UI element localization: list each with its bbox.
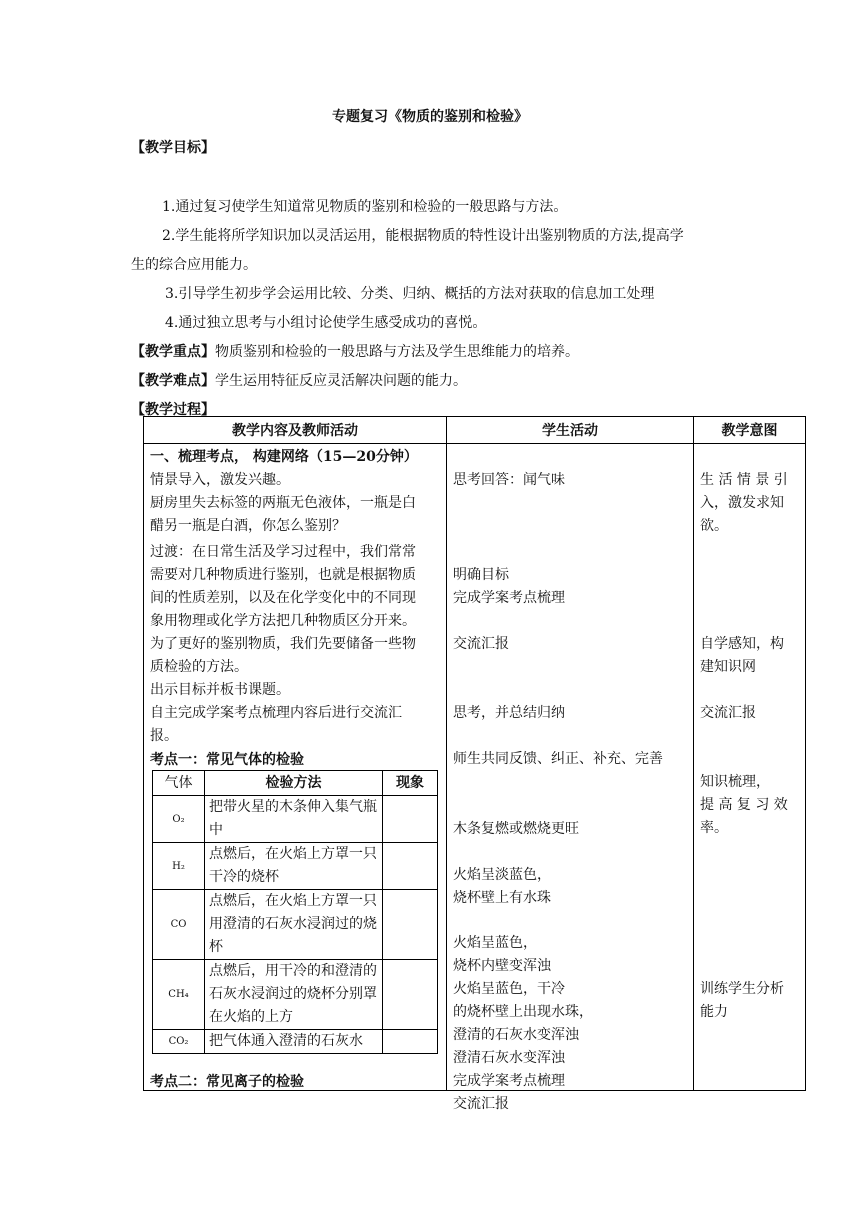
intent-text: 欲。 — [700, 518, 728, 534]
header-teacher: 教学内容及教师活动 — [144, 417, 447, 444]
teacher-text: 出示目标并板书课题。 — [150, 682, 290, 698]
difficulty — [131, 370, 467, 390]
student-text: 完成学案考点梳理 — [453, 590, 565, 606]
teacher-text: 间的性质差别，以及在化学变化中的不同现 — [150, 590, 416, 606]
student-text: 思考，并总结归纳 — [453, 705, 565, 721]
method-header: 检验方法 — [205, 771, 383, 796]
gas-name: H₂ — [153, 843, 205, 890]
exam-point-one-heading: 考点一：常见气体的检验 — [150, 752, 304, 768]
gas-name: O₂ — [153, 796, 205, 843]
student-text: 交流汇报 — [453, 1096, 509, 1112]
teaching-process-table — [143, 416, 806, 1112]
objective-4: 4.通过独立思考与小组讨论使学生感受成功的喜悦。 — [165, 315, 487, 331]
student-text: 完成学案考点梳理 — [453, 1073, 565, 1089]
student-text: 木条复燃或燃烧更旺 — [453, 821, 579, 837]
gas-test-table — [152, 770, 438, 1054]
objective-1: 1.通过复习使学生知道常见物质的鉴别和检验的一般思路与方法。 — [162, 199, 568, 215]
student-text: 交流汇报 — [453, 636, 509, 652]
objective-3: 3.引导学生初步学会运用比较、分类、归纳、概括的方法对获取的信息加工处理 — [165, 286, 655, 302]
intent-text: 生 活 情 景 引 — [700, 472, 788, 488]
difficulty-label: 【教学难点】 — [131, 373, 215, 389]
teacher-activity-cell — [144, 444, 447, 1091]
student-text: 火焰呈淡蓝色， — [453, 867, 551, 883]
key-points-text: 物质鉴别和检验的一般思路与方法及学生思维能力的培养。 — [215, 344, 579, 360]
intent-text: 能力 — [700, 1004, 728, 1020]
test-method: 把带火星的木条伸入集气瓶中 — [205, 796, 383, 843]
student-text: 澄清的石灰水变浑浊 — [453, 1027, 579, 1043]
student-text: 澄清石灰水变浑浊 — [453, 1050, 565, 1066]
student-text: 火焰呈蓝色，干冷 — [453, 981, 565, 997]
document-title: 专题复习《物质的鉴别和检验》 — [332, 109, 528, 125]
phenomenon-cell — [383, 960, 438, 1030]
gas-name: CH₄ — [153, 960, 205, 1030]
student-text: 思考回答：闻气味 — [453, 472, 565, 488]
intent-text: 提 高 复 习 效 — [700, 797, 788, 813]
gas-name: CO — [153, 890, 205, 960]
teacher-text: 报。 — [150, 728, 178, 744]
teacher-text: 醋另一瓶是白酒，你怎么鉴别？ — [150, 518, 346, 534]
teacher-text: 象用物理或化学方法把几种物质区分开来。 — [150, 613, 416, 629]
objective-2: 2.学生能将所学知识加以灵活运用，能根据物质的特性设计出鉴别物质的方法,提高学 — [162, 228, 684, 244]
difficulty-text: 学生运用特征反应灵活解决问题的能力。 — [215, 373, 467, 389]
student-text: 的烧杯壁上出现水珠， — [453, 1004, 593, 1020]
student-text: 烧杯壁上有水珠 — [453, 890, 551, 906]
intent-text: 交流汇报 — [700, 705, 756, 721]
intent-text: 自学感知，构 — [700, 636, 784, 652]
student-text: 火焰呈蓝色， — [453, 935, 537, 951]
teaching-intent-cell — [694, 444, 806, 1091]
teacher-text: 情景导入，激发兴趣。 — [150, 472, 290, 488]
phenomenon-cell — [383, 843, 438, 890]
key-points-label: 【教学重点】 — [131, 344, 215, 360]
test-method: 点燃后，在火焰上方罩一只用澄清的石灰水浸润过的烧杯 — [205, 890, 383, 960]
student-activity-cell — [447, 444, 694, 1112]
student-text: 师生共同反馈、纠正、补充、完善 — [453, 751, 663, 767]
objective-2-cont: 生的综合应用能力。 — [131, 257, 257, 273]
process-heading: 【教学过程】 — [131, 402, 215, 418]
test-method: 点燃后，在火焰上方罩一只干冷的烧杯 — [205, 843, 383, 890]
exam-point-two-heading: 考点二：常见离子的检验 — [150, 1074, 304, 1090]
student-text: 烧杯内壁变浑浊 — [453, 958, 551, 974]
objectives-heading: 【教学目标】 — [131, 140, 215, 156]
key-points — [131, 341, 579, 361]
intent-text: 率。 — [700, 820, 728, 836]
phenomenon-cell — [383, 890, 438, 960]
section-one-heading: 一、梳理考点， 构建网络（15—20分钟） — [150, 449, 418, 465]
intent-text: 建知识网 — [700, 659, 756, 675]
teacher-text: 过渡：在日常生活及学习过程中，我们常常 — [150, 544, 416, 560]
phenomenon-cell — [383, 1030, 438, 1054]
intent-text: 入，激发求知 — [700, 495, 784, 511]
gas-name: CO₂ — [153, 1030, 205, 1054]
test-method: 把气体通入澄清的石灰水 — [205, 1030, 383, 1054]
teacher-text: 需要对几种物质进行鉴别，也就是根据物质 — [150, 567, 416, 583]
teacher-text: 厨房里失去标签的两瓶无色液体，一瓶是白 — [150, 495, 416, 511]
header-intent: 教学意图 — [694, 417, 806, 444]
student-text: 明确目标 — [453, 567, 509, 583]
teacher-text: 自主完成学案考点梳理内容后进行交流汇 — [150, 705, 402, 721]
intent-text: 训练学生分析 — [700, 981, 784, 997]
phenomenon-cell — [383, 796, 438, 843]
test-method: 点燃后，用干冷的和澄清的石灰水浸润过的烧杯分别罩在火焰的上方 — [205, 960, 383, 1030]
header-student: 学生活动 — [447, 417, 694, 444]
gas-header: 气体 — [153, 771, 205, 796]
teacher-text: 质检验的方法。 — [150, 659, 248, 675]
phenomenon-header: 现象 — [383, 771, 438, 796]
teacher-text: 为了更好的鉴别物质，我们先要储备一些物 — [150, 636, 416, 652]
intent-text: 知识梳理， — [700, 774, 770, 790]
